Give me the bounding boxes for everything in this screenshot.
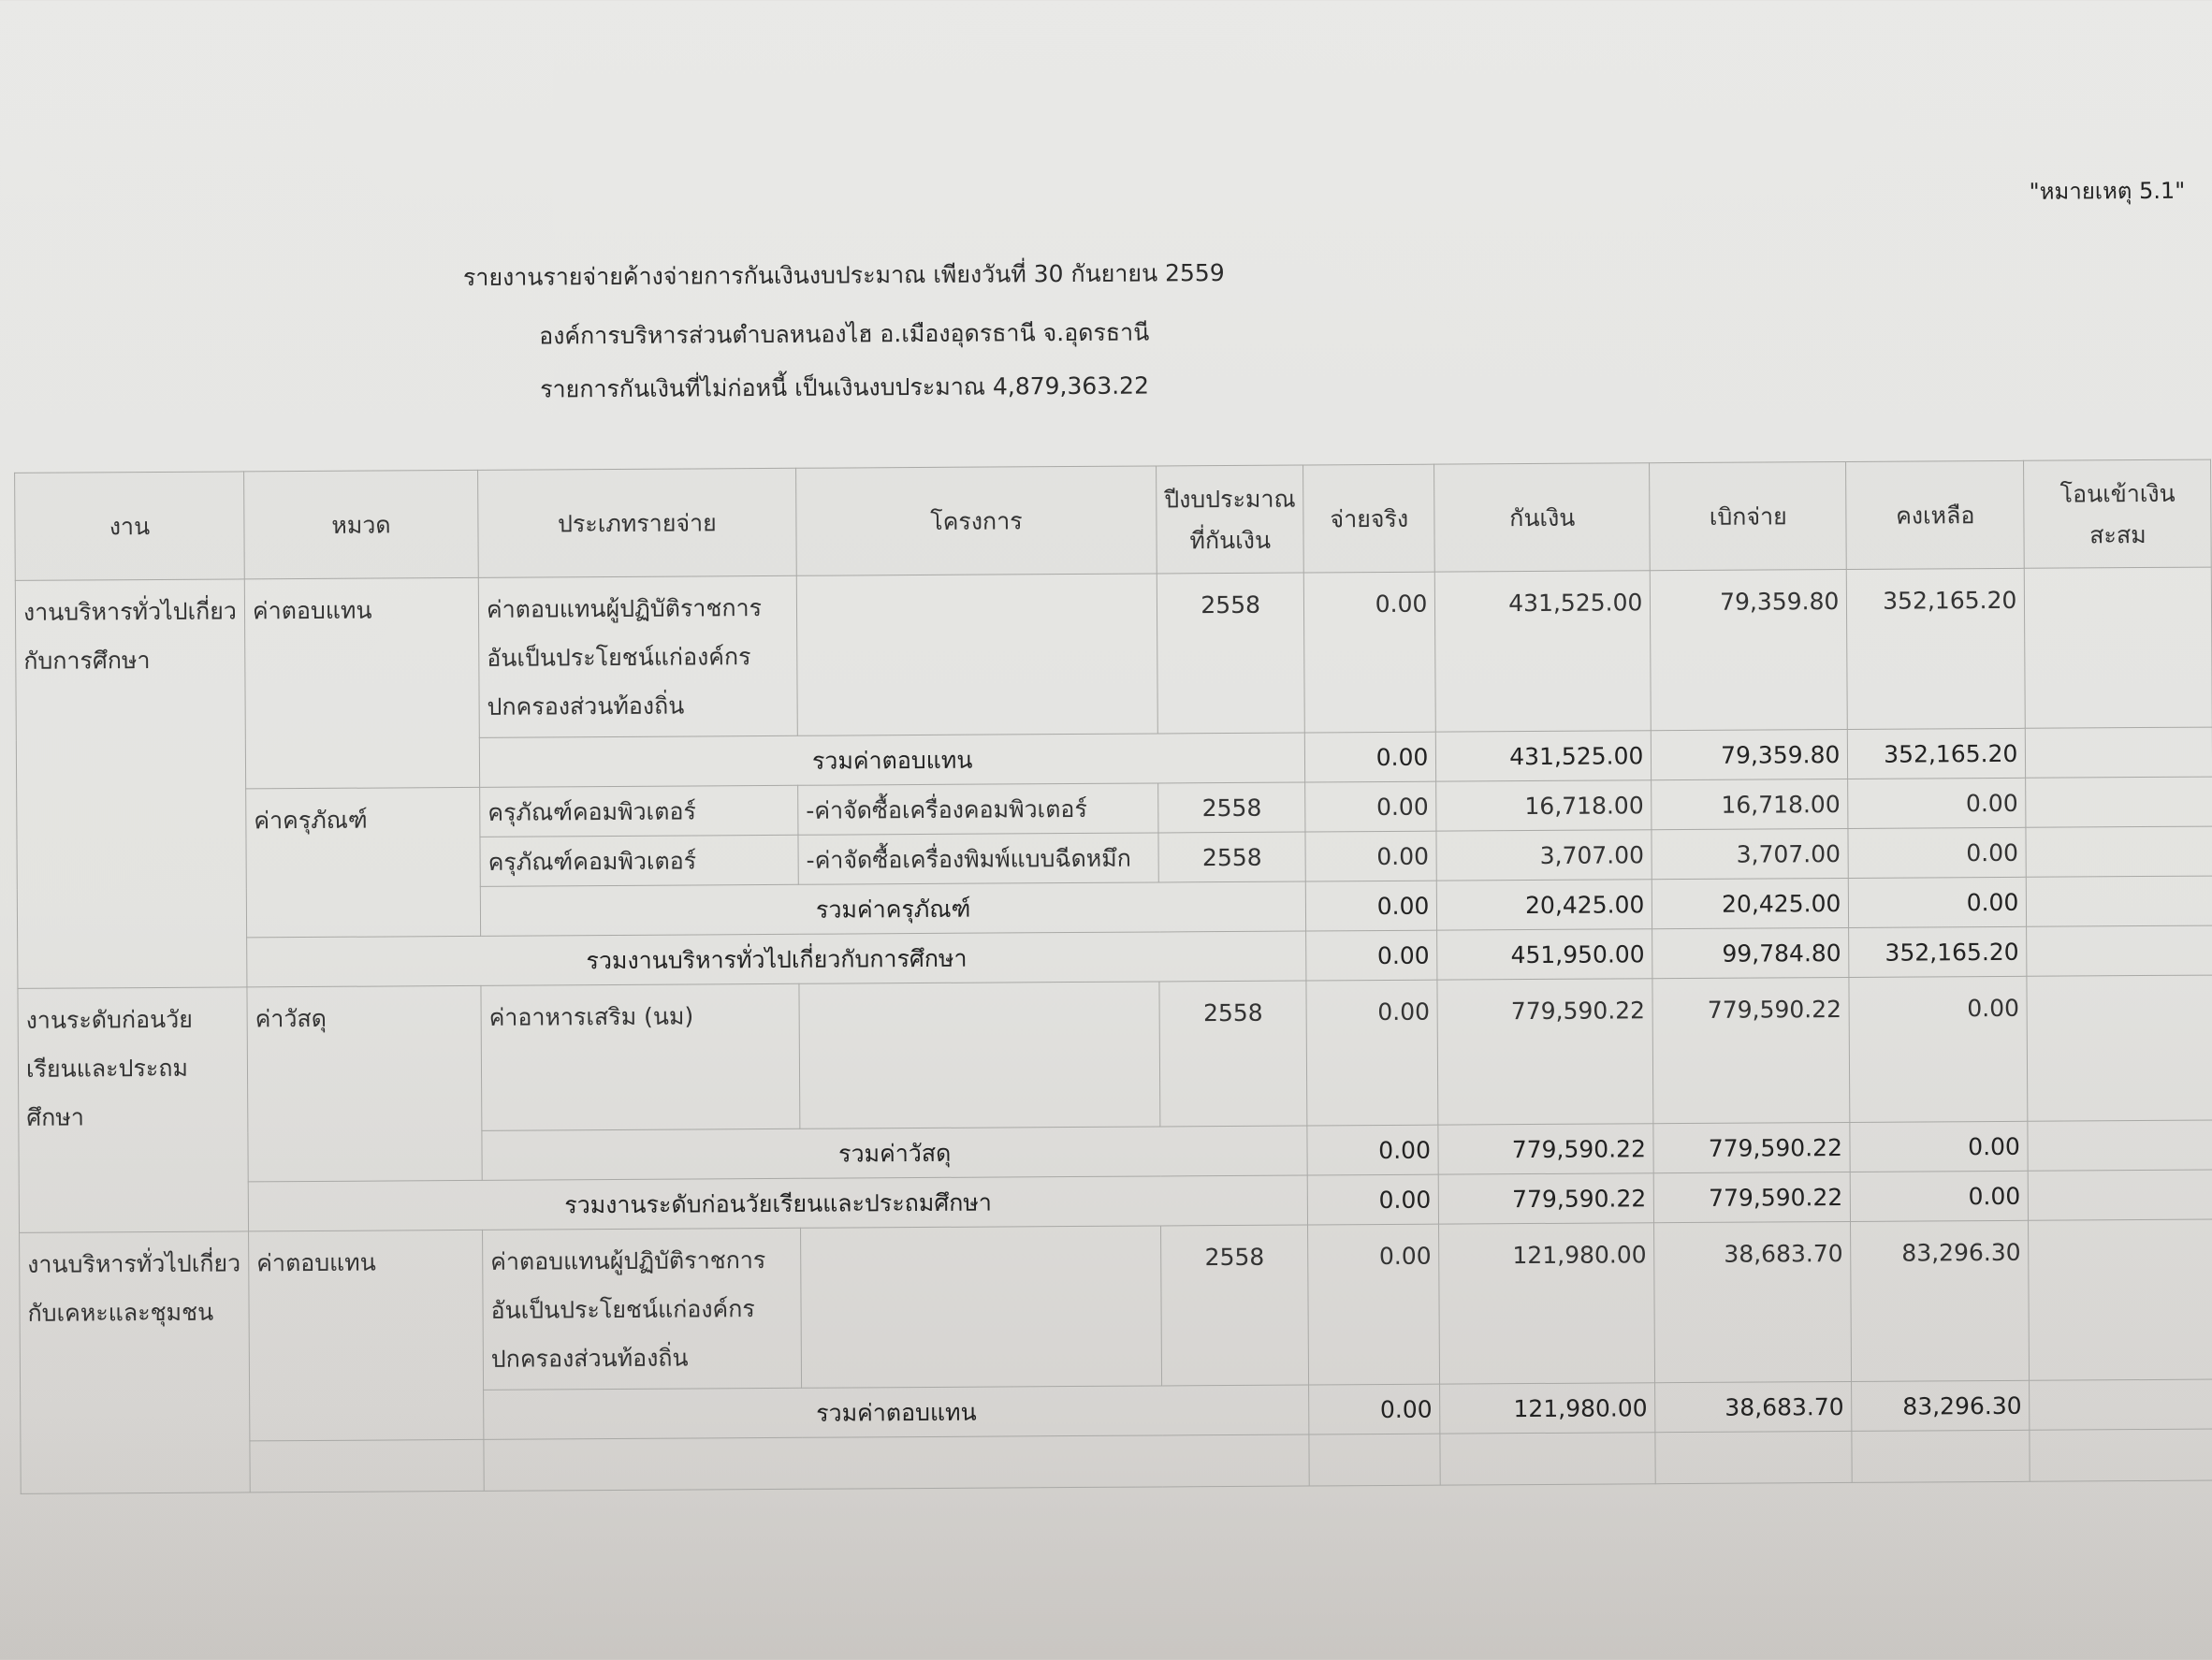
report-subtitle: รายการกันเงินที่ไม่ก่อหนี้ เป็นเงินงบประมาณ 4,879,363.22: [540, 371, 1150, 403]
blank-cell: [484, 1434, 1310, 1491]
group-total-transfer: [2029, 1170, 2212, 1220]
subtotal-label: รวมค่าครุภัณฑ์: [480, 881, 1306, 936]
group-total-actual-paid: 0.00: [1306, 930, 1437, 981]
subtotal-transfer: [2028, 1120, 2212, 1171]
group-total-remaining: 0.00: [1851, 1171, 2029, 1221]
subtotal-actual-paid: 0.00: [1307, 1125, 1438, 1175]
group-total-reserved: 779,590.22: [1439, 1173, 1654, 1224]
col-header-work: งาน: [15, 472, 245, 580]
budget-year-cell: 2558: [1158, 782, 1306, 833]
blank-cell: [1440, 1433, 1655, 1485]
blank-cell: [1309, 1434, 1440, 1486]
remaining-cell: 0.00: [1848, 778, 2026, 828]
subtotal-transfer: [2030, 1379, 2212, 1430]
disbursed-cell: 16,718.00: [1652, 779, 1848, 829]
subtotal-actual-paid: 0.00: [1309, 1384, 1440, 1434]
actual-paid-cell: 0.00: [1305, 781, 1436, 832]
subtotal-actual-paid: 0.00: [1305, 732, 1436, 782]
subtotal-disbursed: 20,425.00: [1652, 878, 1849, 928]
remaining-cell: 0.00: [1848, 827, 2026, 878]
subtotal-disbursed: 779,590.22: [1653, 1122, 1850, 1172]
col-header-disbursed: เบิกจ่าย: [1650, 461, 1847, 570]
blank-cell: [1852, 1430, 2030, 1482]
group-total-remaining: 352,165.20: [1849, 926, 2027, 977]
category-cell: ค่าครุภัณฑ์: [246, 787, 481, 938]
project-cell: [799, 982, 1160, 1129]
subtotal-label: รวมค่าตอบแทน: [479, 733, 1305, 787]
group-total-reserved: 451,950.00: [1437, 929, 1652, 980]
transfer-cell: [2029, 1219, 2212, 1380]
col-header-expense-type: ประเภทรายจ่าย: [478, 468, 797, 577]
col-header-remaining: คงเหลือ: [1846, 460, 2025, 569]
group-total-actual-paid: 0.00: [1308, 1174, 1439, 1225]
project-cell: [801, 1226, 1162, 1388]
col-header-category: หมวด: [244, 470, 479, 579]
reserved-cell: 779,590.22: [1437, 979, 1653, 1125]
header-row: [15, 459, 2212, 580]
reserved-cell: 3,707.00: [1436, 830, 1652, 881]
budget-year-cell: 2558: [1158, 832, 1306, 882]
transfer-cell: [2027, 975, 2212, 1121]
transfer-cell: [2025, 567, 2212, 728]
actual-paid-cell: 0.00: [1304, 572, 1436, 733]
reserved-cell: 121,980.00: [1439, 1223, 1655, 1384]
actual-paid-cell: 0.00: [1306, 980, 1438, 1126]
disbursed-cell: 38,683.70: [1654, 1221, 1852, 1382]
actual-paid-cell: 0.00: [1305, 831, 1436, 881]
expense-type-cell: ครุภัณฑ์คอมพิวเตอร์: [480, 835, 798, 886]
project-cell: -ค่าจัดซื้อเครื่องพิมพ์แบบฉีดหมึก: [798, 833, 1158, 884]
col-header-project: โครงการ: [796, 466, 1157, 575]
col-header-transfer: โอนเข้าเงินสะสม: [2024, 459, 2212, 568]
subtotal-label: รวมค่าตอบแทน: [484, 1385, 1310, 1439]
expense-type-cell: ค่าตอบแทนผู้ปฏิบัติราชการอันเป็นประโยชน์แก่องค์กรปกครองส่วนท้องถิ่น: [483, 1228, 802, 1390]
subtotal-reserved: 121,980.00: [1440, 1383, 1655, 1434]
group-total-label: รวมงานบริหารทั่วไปเกี่ยวกับการศึกษา: [247, 931, 1307, 987]
report-title: รายงานรายจ่ายค้างจ่ายการกันเงินงบประมาณ เพียงวันที่ 30 กันยายน 2559: [462, 259, 1225, 291]
disbursed-cell: 779,590.22: [1652, 977, 1850, 1123]
note-label: "หมายเหตุ 5.1": [2029, 177, 2186, 205]
group-total-disbursed: 779,590.22: [1654, 1172, 1851, 1222]
table-row: [18, 975, 2212, 1133]
expense-report-table: [14, 459, 2212, 1494]
subtotal-reserved: 779,590.22: [1438, 1124, 1653, 1174]
subtotal-actual-paid: 0.00: [1306, 881, 1437, 931]
subtotal-label: รวมค่าวัสดุ: [482, 1126, 1308, 1180]
actual-paid-cell: 0.00: [1308, 1224, 1440, 1385]
blank-cell: [2030, 1429, 2212, 1481]
work-cell: งานบริหารทั่วไปเกี่ยวกับเคหะและชุมชน: [20, 1231, 251, 1493]
work-cell: งานบริหารทั่วไปเกี่ยวกับการศึกษา: [15, 579, 247, 988]
subtotal-transfer: [2027, 876, 2212, 926]
subtotal-remaining: 83,296.30: [1852, 1380, 2030, 1431]
table-row: [15, 567, 2212, 740]
group-total-transfer: [2027, 925, 2212, 976]
subtotal-disbursed: 38,683.70: [1655, 1381, 1852, 1432]
subtotal-remaining: 0.00: [1849, 877, 2027, 927]
subtotal-transfer: [2026, 727, 2212, 778]
table-row: [20, 1219, 2212, 1392]
transfer-cell: [2026, 826, 2212, 877]
category-cell: ค่าตอบแทน: [244, 577, 479, 789]
organization-name: องค์การบริหารส่วนตำบลหนองไฮ อ.เมืองอุดรธานี จ.อุดรธานี: [539, 318, 1150, 350]
project-cell: [796, 574, 1157, 735]
work-cell: งานระดับก่อนวัยเรียนและประถมศึกษา: [18, 987, 249, 1232]
remaining-cell: 83,296.30: [1851, 1220, 2030, 1381]
expense-type-cell: ค่าตอบแทนผู้ปฏิบัติราชการอันเป็นประโยชน์แก่องค์กรปกครองส่วนท้องถิ่น: [478, 575, 797, 737]
project-cell: -ค่าจัดซื้อเครื่องคอมพิวเตอร์: [798, 783, 1158, 835]
blank-cell: [1655, 1431, 1852, 1483]
reserved-cell: 431,525.00: [1435, 571, 1652, 732]
budget-year-cell: 2558: [1157, 573, 1304, 734]
category-cell: ค่าตอบแทน: [249, 1230, 484, 1441]
group-total-label: รวมงานระดับก่อนวัยเรียนและประถมศึกษา: [248, 1175, 1308, 1231]
budget-year-cell: 2558: [1161, 1225, 1309, 1386]
expense-type-cell: ครุภัณฑ์คอมพิวเตอร์: [480, 785, 798, 837]
col-header-actual-paid: จ่ายจริง: [1303, 464, 1435, 573]
col-header-reserved: กันเงิน: [1434, 463, 1651, 572]
remaining-cell: 0.00: [1849, 976, 2028, 1122]
reserved-cell: 16,718.00: [1436, 780, 1652, 831]
subtotal-reserved: 20,425.00: [1437, 880, 1652, 930]
remaining-cell: 352,165.20: [1847, 568, 2026, 729]
subtotal-disbursed: 79,359.80: [1652, 729, 1848, 779]
budget-year-cell: 2558: [1159, 981, 1307, 1127]
subtotal-remaining: 352,165.20: [1848, 728, 2026, 779]
category-cell: ค่าวัสดุ: [247, 985, 482, 1182]
expense-type-cell: ค่าอาหารเสริม (นม): [481, 983, 800, 1130]
disbursed-cell: 3,707.00: [1652, 828, 1848, 879]
col-header-budget-year: ปีงบประมาณที่กันเงิน: [1157, 465, 1304, 574]
transfer-cell: [2026, 777, 2212, 827]
subtotal-reserved: 431,525.00: [1436, 731, 1652, 781]
group-total-disbursed: 99,784.80: [1652, 927, 1849, 978]
blank-cell: [250, 1439, 484, 1493]
subtotal-remaining: 0.00: [1850, 1121, 2028, 1172]
disbursed-cell: 79,359.80: [1651, 569, 1848, 730]
